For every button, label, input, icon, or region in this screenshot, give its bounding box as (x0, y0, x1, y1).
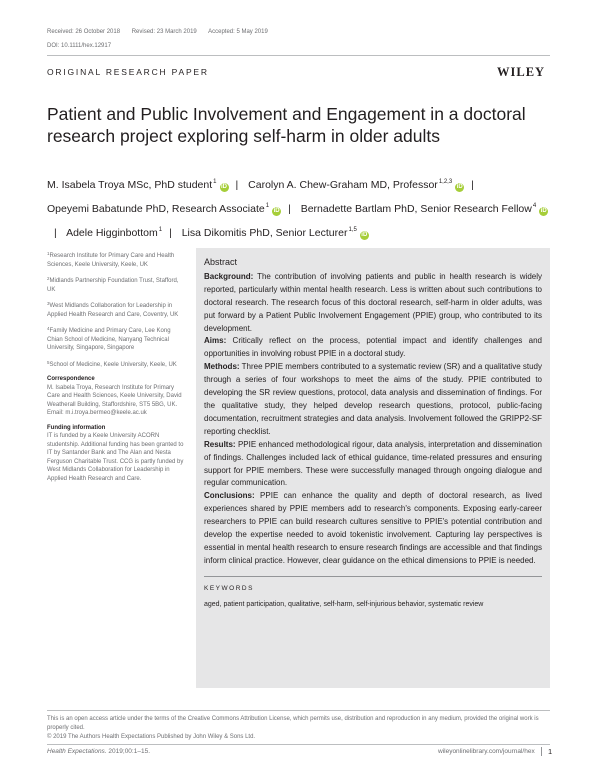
author-separator: | (471, 179, 474, 191)
journal-url[interactable]: wileyonlinelibrary.com/journal/hex (438, 748, 535, 755)
article-title: Patient and Public Involvement and Engagement in a doctoral research project exploring self-harm in older adults (47, 104, 526, 146)
abstract-box (196, 248, 550, 688)
affiliation: $^2$Midlands Partnership Foundation Trust, Stafford, UK (47, 276, 179, 293)
author-affiliation-sup: 4 (532, 203, 537, 209)
author-separator: | (54, 227, 57, 239)
affiliation: $^3$West Midlands Collaboration for Leadership in Applied Health Research and Care, Coventry, UK (47, 301, 179, 318)
author-affiliation-sup: 1,5 (348, 227, 357, 233)
author-affiliation-sup: 1 (213, 179, 217, 185)
footer-divider (47, 710, 550, 711)
author-name: Opeyemi Babatunde PhD, Research Associate (47, 203, 265, 215)
correspondence-text: M. Isabela Troya, Research Institute for Primary Care and Health Sciences, Keele University, David Weatherall Building, Staffordshire, ST5 5BG, UK. Email: m.i.troya.bermeo@keele.ac.uk (47, 384, 182, 416)
author-separator: | (169, 227, 172, 239)
page-number: 1 (541, 747, 552, 756)
abstract-results: Results: PPIE enhanced methodological rigour, data analysis, interpretation and dissemination of findings. Challenges included lack of ethical guidance, time-related pressures and ensuring support for PPIE members. These were successfully managed through ongoing dialogue and regular communication. (204, 439, 542, 488)
orcid-icon[interactable]: iD (361, 232, 368, 238)
author-name: Carolyn A. Chew-Graham MD, Professor (248, 179, 438, 191)
funding-heading: Funding information (47, 424, 106, 431)
author-name: Bernadette Bartlam PhD, Senior Research Fellow (300, 203, 532, 215)
abstract-conclusions: Conclusions: PPIE can enhance the quality and depth of doctoral research, as lived experiences shared by PPIE members add to research's components. Exposing early-career researchers to PPIE can build research cultures sensitive to PPIE's potential contribution and develop the expertise needed to avoid tokenistic involvement. Capturing lay perspectives is essential in mental health research to ensure research findings are accessible and that findings inform clinical practice. However, clear guidance on the ethical dimensions to PPIE is needed. (204, 491, 542, 565)
orcid-icon[interactable]: iD (221, 184, 227, 190)
author-affiliation-sup: 1,2,3 (438, 179, 453, 185)
author-affiliation-sup: 1 (265, 203, 270, 209)
copyright-text: © 2019 The Authors Health Expectations Published by John Wiley & Sons Ltd. (47, 734, 256, 740)
orcid-icon[interactable]: iD (273, 208, 280, 214)
revised-date: Revised: 23 March 2019 (131, 29, 197, 35)
funding-text: IT is funded by a Keele University ACORN studentship. Additional funding has been granted to IT by Santander Bank and The Alan and Nesta Ferguson Charitable Trust. CCG is partly funded by West Midlands Collaboration for Leadership in Applied Health Research and Care. (47, 433, 184, 482)
author-name: Lisa Dikomitis PhD, Senior Lecturer (181, 227, 348, 239)
publisher-logo: WILEY (497, 65, 546, 79)
keywords-divider (204, 576, 542, 577)
keywords-list: aged, patient participation, qualitative, self-harm, self-injurious behavior, systematic review (204, 600, 484, 608)
abstract-background: Background: The contribution of involving patients and public in health research is widely reported, particularly within mental health research. Less is written about such contributions to doctoral research. The research focus of this doctoral research, self-harm in older adults, was put forward by a Patient Public Involvement Engagement (PPIE) group, who contributed to its development. (204, 271, 543, 333)
author-affiliation-sup: 1 (158, 227, 163, 233)
orcid-icon[interactable]: iD (456, 184, 463, 190)
affiliation: $^1$Research Institute for Primary Care and Health Sciences, Keele University, Keele, UK (47, 251, 175, 268)
author-separator: | (288, 203, 291, 215)
author-name: Adele Higginbottom (66, 227, 158, 239)
paper-type: ORIGINAL RESEARCH PAPER (47, 67, 209, 77)
received-date: Received: 26 October 2018 (47, 29, 121, 35)
author-list (47, 172, 550, 244)
journal-citation: Health Expectations. 2019;00:1–15. (47, 748, 150, 755)
author-separator: | (235, 179, 239, 191)
correspondence-email[interactable]: Email: m.i.troya.bermeo@keele.ac.uk (47, 410, 147, 416)
header-divider (47, 55, 550, 56)
article-dates (47, 28, 278, 36)
correspondence-heading: Correspondence (47, 376, 95, 382)
affiliation: $^4$Family Medicine and Primary Care, Lee Kong Chian School of Medicine, Nanyang Technical University, Singapore, Singapore (47, 326, 171, 351)
author-name: M. Isabela Troya MSc, PhD student (47, 179, 213, 191)
orcid-icon[interactable]: iD (540, 208, 547, 214)
abstract-heading: Abstract (204, 257, 238, 267)
abstract-methods: Methods: Three PPIE members contributed to a systematic review (SR) and a qualitative study through a series of four workshops to meet the aims of the study. PPIE contributed to developing the SR review questions, protocol, data analysis and dissemination of findings. For the qualitative study, they helped develop research questions, protocol, public-facing documentation, recruitment strategies and data analysis. Involvement followed the GRIPP2-SF reporting checklist. (204, 362, 543, 436)
doi[interactable]: DOI: 10.1111/hex.12917 (47, 43, 112, 49)
affiliations-column (47, 250, 187, 489)
keywords-heading: KEYWORDS (204, 584, 254, 592)
accepted-date: Accepted: 5 May 2019 (208, 29, 268, 35)
affiliation: $^5$School of Medicine, Keele University, Keele, UK (47, 359, 177, 368)
footer-bottom-divider (47, 744, 550, 745)
abstract-aims: Aims: Critically reflect on the process, potential impact and identify challenges and opportunities in involving robust PPIE in a doctoral study. (204, 336, 542, 359)
license-notice (47, 715, 550, 742)
license-text: This is an open access article under the terms of the Creative Commons Attribution License, which permits use, distribution and reproduction in any medium, provided the original work is properly cited. (47, 716, 539, 731)
